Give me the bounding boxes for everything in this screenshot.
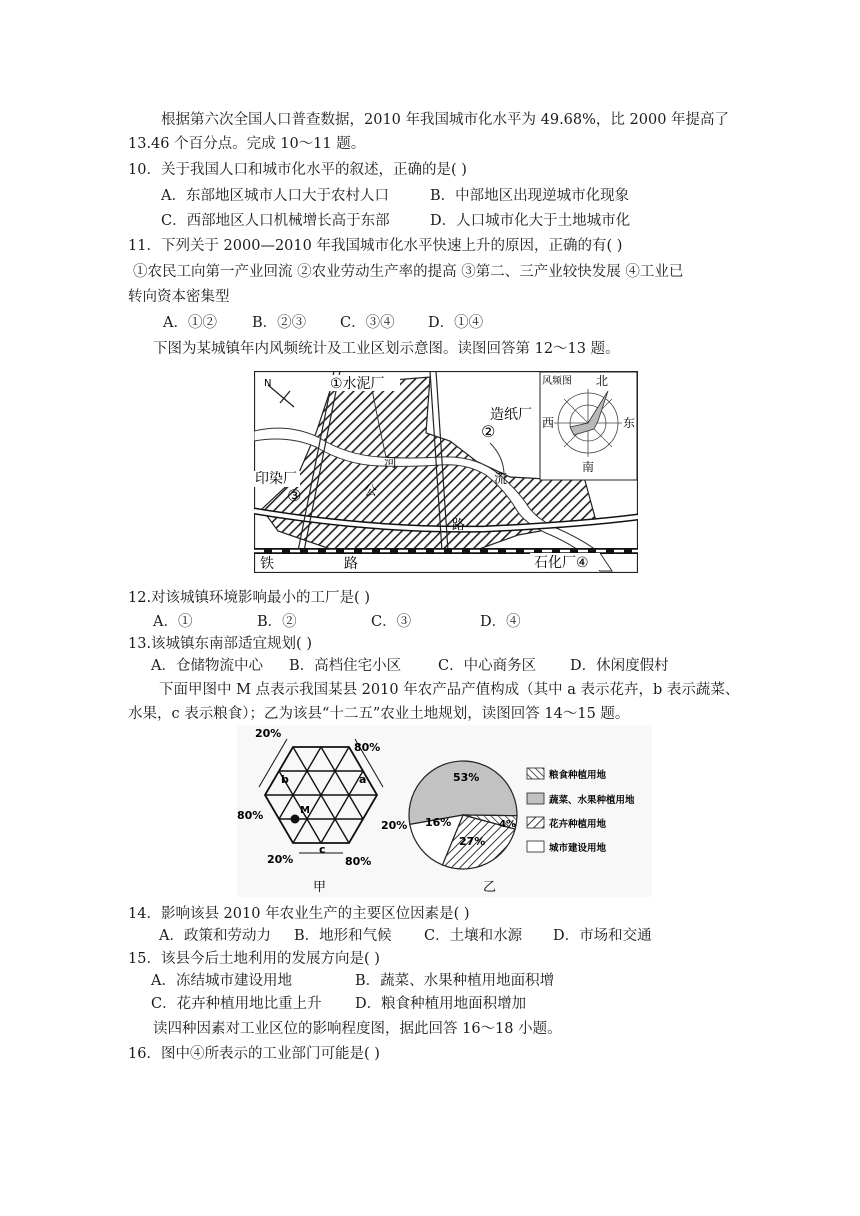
industrial-zoning-map [254,371,638,573]
q13-option-d: D．休闲度假村 [570,658,669,674]
q10-option-c: C．西部地区人口机械增长高于东部 [161,213,390,229]
q15-option-d: D．粮食种植用地面积增加 [355,996,527,1012]
q11-statements-1: ①农民工向第一产业回流 ②农业劳动生产率的提高 ③第二、三产业较快发展 ④工业已 [133,264,684,280]
q14-stem: 14．影响该县 2010 年农业生产的主要区位因素是( ) [128,906,470,922]
label-petrochemical-plant: 石化厂④ [534,555,589,571]
ternary-axis-a: a [359,773,367,786]
label-dye-plant: 印染厂 [255,471,297,487]
legend-label-grain: 粮食种植用地 [549,770,607,781]
intro-text-3b: 水果，c 表示粮食）；乙为该县“十二五”农业土地规划，读图回答 14～15 题。 [128,706,630,722]
ternary-label-top-left: 20% [255,727,282,740]
legend-label-flowers: 花卉种植用地 [549,819,607,830]
q10-option-a: A．东部地区城市人口大于农村人口 [161,188,389,204]
ternary-label-right: 20% [381,819,408,832]
ternary-label-top-right: 80% [354,741,381,754]
q14-option-b: B．地形和气候 [294,928,392,944]
ternary-and-pie-figure [237,725,652,897]
label-cement-plant: ①水泥厂 [330,376,385,392]
q10-option-b: B．中部地区出现逆城市化现象 [430,188,630,204]
q10-option-d: D．人口城市化大于土地城市化 [430,213,631,229]
q11-option-c: C．③④ [340,315,395,331]
ternary-axis-b: b [281,773,289,786]
label-river-2: 流 [494,472,508,487]
point-m [291,815,300,824]
q12-option-c: C．③ [371,614,412,630]
q14-option-a: A．政策和劳动力 [159,928,271,944]
label-road-2: 路 [452,518,466,533]
q12-option-b: B．② [257,614,297,630]
legend-swatch-urban [527,841,544,852]
ternary-label-bottom-right: 80% [345,855,372,868]
q10-stem: 10．关于我国人口和城市化水平的叙述，正确的是( ) [128,162,467,178]
q16-stem: 16．图中④所表示的工业部门可能是( ) [128,1046,380,1062]
label-road-1: 公 [364,484,378,499]
q15-stem: 15．该县今后土地利用的发展方向是( ) [128,951,380,967]
q11-option-a: A．①② [163,315,217,331]
intro-text-2: 下图为某城镇年内风频统计及工业区划示意图。读图回答第 12～13 题。 [153,341,620,357]
q13-option-b: B．高档住宅小区 [289,658,402,674]
q11-option-b: B．②③ [252,315,307,331]
q13-stem: 13.该城镇东南部适宜规划( ) [128,636,312,652]
q15-option-c: C．花卉种植用地比重上升 [151,996,322,1012]
wind-rose-east: 东 [623,416,636,430]
wind-rose-south: 南 [582,460,595,474]
legend-swatch-vegetables-fruits [527,793,544,804]
intro-text-3a: 下面甲图中 M 点表示我国某县 2010 年农产品产值构成（其中 a 表示花卉，b 表示蔬菜、 [159,682,740,698]
legend-label-urban: 城市建设用地 [549,843,607,854]
label-rail-1: 铁 [260,556,274,572]
ternary-label-bottom-left: 20% [267,853,294,866]
wind-rose-north: 北 [596,374,609,388]
intro-text-1a: 根据第六次全国人口普查数据，2010 年我国城市化水平为 49.68%，比 2000 年提高了 [161,112,730,128]
label-paper-mill-num: ② [481,422,496,441]
ternary-point-m-label: M [300,805,310,816]
q12-stem: 12.对该城镇环境影响最小的工厂是( ) [128,590,370,606]
q13-option-c: C．中心商务区 [438,658,537,674]
q14-option-d: D．市场和交通 [553,928,652,944]
wind-rose-title: 风频图 [542,376,572,387]
q12-option-d: D．④ [480,614,521,630]
q13-option-a: A．仓储物流中心 [151,658,263,674]
q12-option-a: A．① [153,614,193,630]
ternary-label-left: 80% [237,809,264,822]
intro-text-4: 读四种因素对工业区位的影响程度图，据此回答 16～18 小题。 [153,1021,562,1037]
north-symbol: N [264,378,272,389]
legend-label-vegetables-fruits: 蔬菜、水果种植用地 [549,795,635,806]
pie-label-4: 4% [499,819,516,830]
q15-option-b: B．蔬菜、水果种植用地面积增 [355,973,555,989]
label-dye-plant-num: ③ [287,486,302,505]
q11-stem: 11．下列关于 2000—2010 年我国城市化水平快速上升的原因，正确的有( ) [128,238,623,254]
label-river-1: 河 [384,456,398,471]
q15-option-a: A．冻结城市建设用地 [151,973,292,989]
ternary-axis-c: c [319,843,326,856]
pie-label-53: 53% [453,771,480,784]
figure-caption-jia: 甲 [313,880,327,895]
q14-option-c: C．土壤和水源 [424,928,523,944]
legend-swatch-grain [527,768,544,779]
pie-label-16: 16% [425,816,452,829]
q11-option-d: D．①④ [428,315,484,331]
label-paper-mill: 造纸厂 [490,407,532,423]
label-rail-2: 路 [344,556,358,572]
q11-statements-2: 转向资本密集型 [128,289,230,305]
pie-label-27: 27% [459,835,486,848]
wind-rose-west: 西 [542,416,555,430]
legend-swatch-flowers [527,817,544,828]
intro-text-1b: 13.46 个百分点。完成 10～11 题。 [128,136,366,152]
figure-caption-yi: 乙 [483,880,497,895]
